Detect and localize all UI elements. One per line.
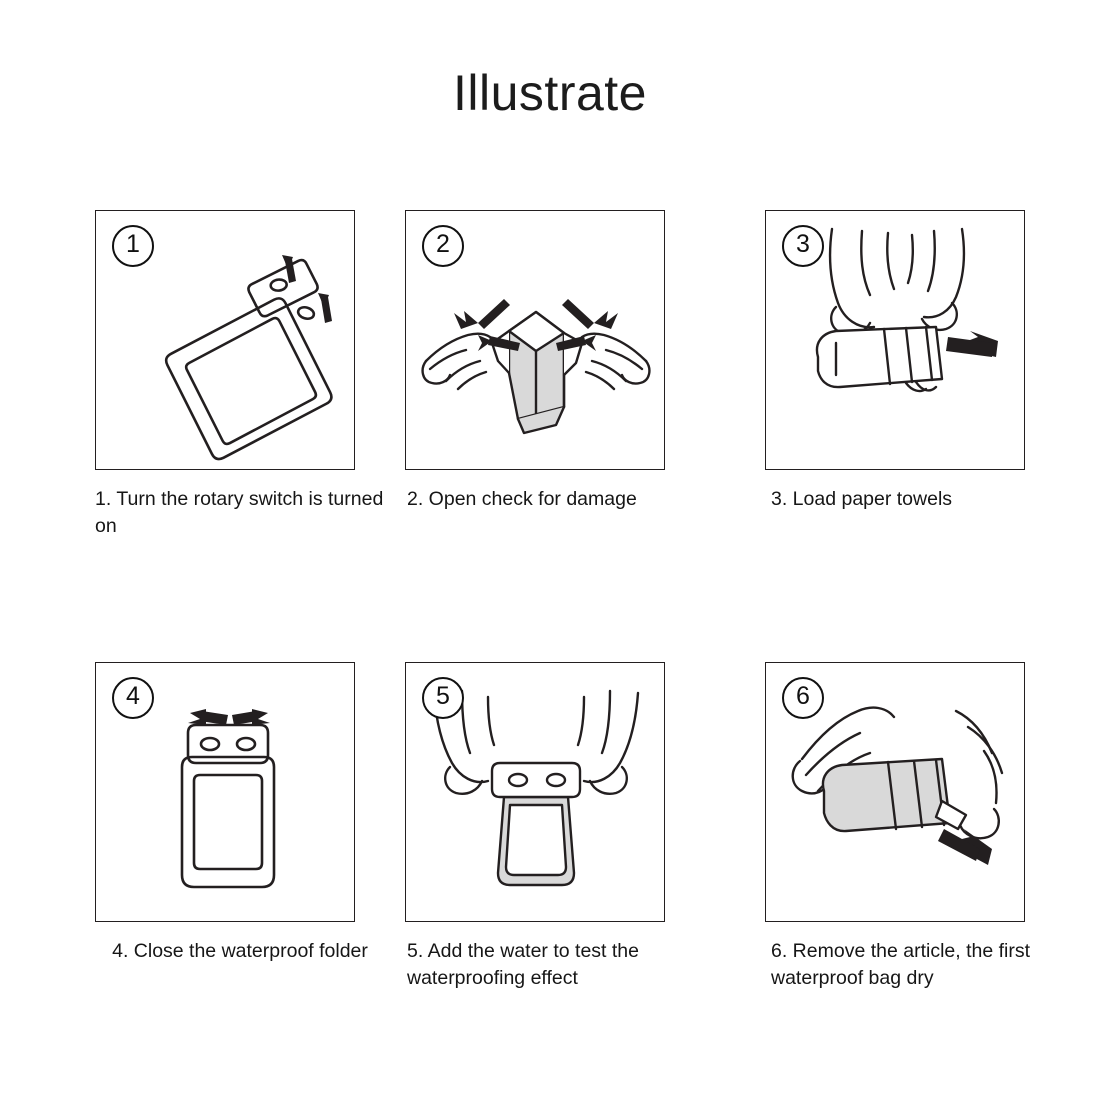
- step-caption-6: 6. Remove the article, the first waterproof bag dry: [771, 940, 1031, 989]
- step-number-badge: 3: [782, 225, 824, 267]
- step-number-badge: 2: [422, 225, 464, 267]
- step-panel-4: [95, 662, 355, 922]
- step-cell-5: [405, 662, 715, 992]
- step-caption-2: 2. Open check for damage: [407, 488, 637, 510]
- step-number-badge: 5: [422, 677, 464, 719]
- step-cell-6: [765, 662, 1055, 992]
- step-caption-5: 5. Add the water to test the waterproofing effect: [407, 940, 639, 989]
- step-caption-4: 4. Close the waterproof folder: [112, 940, 368, 962]
- step-panel-5: [405, 662, 665, 922]
- step-number-badge: 4: [112, 677, 154, 719]
- step-cell-3: [765, 210, 1055, 540]
- step-panel-1: [95, 210, 355, 470]
- step-cell-4: [95, 662, 368, 992]
- step-caption-1: 1. Turn the rotary switch is turned on: [95, 488, 384, 537]
- step-caption-3: 3. Load paper towels: [771, 488, 953, 510]
- step-panel-6: [765, 662, 1025, 922]
- step-cell-2: [405, 210, 715, 540]
- step-number-badge: 6: [782, 677, 824, 719]
- page-title: Illustrate: [453, 65, 647, 121]
- step-panel-3: [765, 210, 1025, 470]
- step-panel-2: [405, 210, 665, 470]
- steps-grid: [95, 210, 1031, 992]
- step-number-badge: 1: [112, 225, 154, 267]
- step-cell-1: [95, 210, 384, 540]
